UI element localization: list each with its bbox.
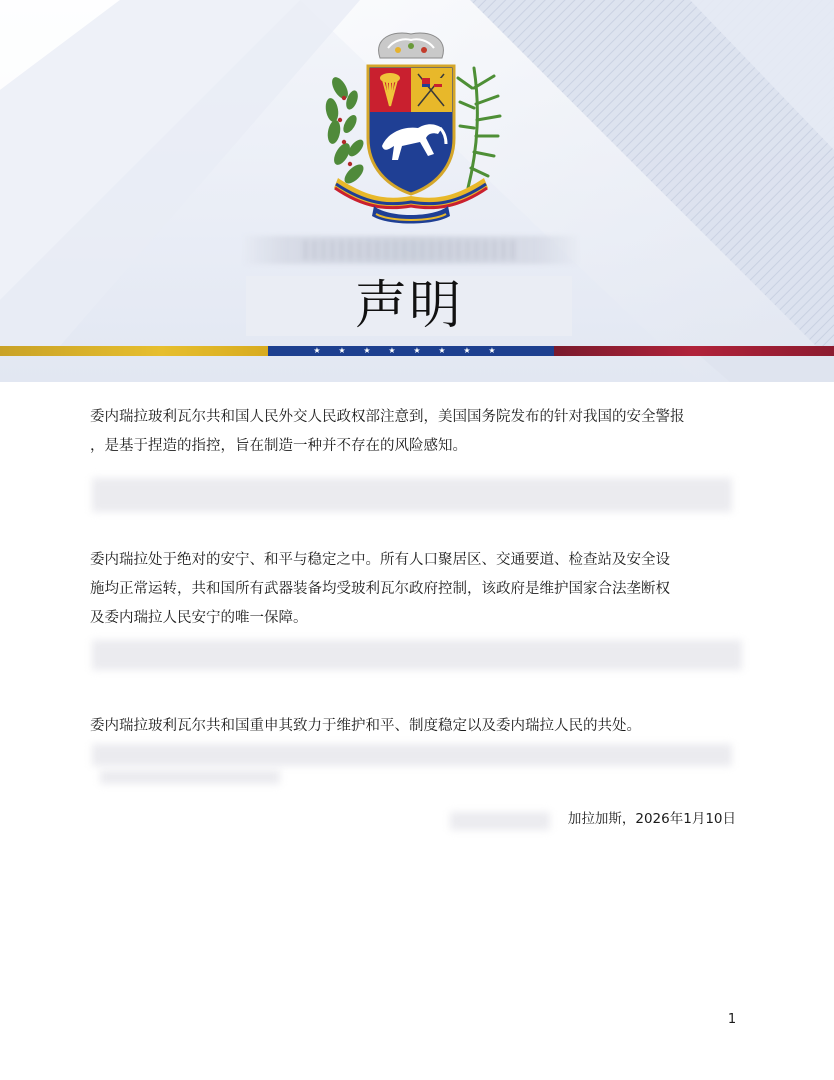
star-icon: ★ <box>413 346 421 355</box>
flag-stripe-red <box>554 346 834 356</box>
star-icon: ★ <box>338 346 346 355</box>
coat-of-arms-emblem <box>318 28 504 224</box>
paragraph-1 <box>90 403 750 461</box>
star-icon: ★ <box>463 346 471 355</box>
star-icon: ★ <box>363 346 371 355</box>
header-banner <box>0 0 834 382</box>
star-icon: ★ <box>488 346 496 355</box>
flag-stars <box>268 346 554 356</box>
redacted-block <box>92 478 732 512</box>
redacted-block <box>92 744 732 766</box>
star-icon: ★ <box>388 346 396 355</box>
redacted-block <box>92 640 742 670</box>
redacted-block <box>100 770 280 784</box>
paragraph-line: 施均正常运转，共和国所有武器装备均受玻利瓦尔政府控制，该政府是维护国家合法垄断权 <box>90 581 670 597</box>
page-number: 1 <box>727 1012 737 1027</box>
redacted-subtitle <box>244 236 578 264</box>
paragraph-2 <box>90 546 750 633</box>
redacted-block <box>450 812 550 830</box>
signature-date: 加拉加斯，2026年1月10日 <box>567 811 736 827</box>
paragraph-line: 及委内瑞拉人民安宁的唯一保障。 <box>90 610 308 626</box>
star-icon: ★ <box>313 346 321 355</box>
paragraph-3 <box>90 712 750 741</box>
flag-stripe-yellow <box>0 346 268 356</box>
document-title: 声明 <box>354 276 463 336</box>
paragraph-line: 委内瑞拉玻利瓦尔共和国人民外交人民政权部注意到，美国国务院发布的针对我国的安全警报 <box>90 409 685 425</box>
paragraph-line: ，是基于捏造的指控，旨在制造一种并不存在的风险感知。 <box>90 438 467 454</box>
flag-stripe <box>0 346 834 356</box>
paragraph-line: 委内瑞拉玻利瓦尔共和国重申其致力于维护和平、制度稳定以及委内瑞拉人民的共处。 <box>90 718 641 734</box>
paragraph-line: 委内瑞拉处于绝对的安宁、和平与稳定之中。所有人口聚居区、交通要道、检查站及安全设 <box>90 552 670 568</box>
star-icon: ★ <box>438 346 446 355</box>
